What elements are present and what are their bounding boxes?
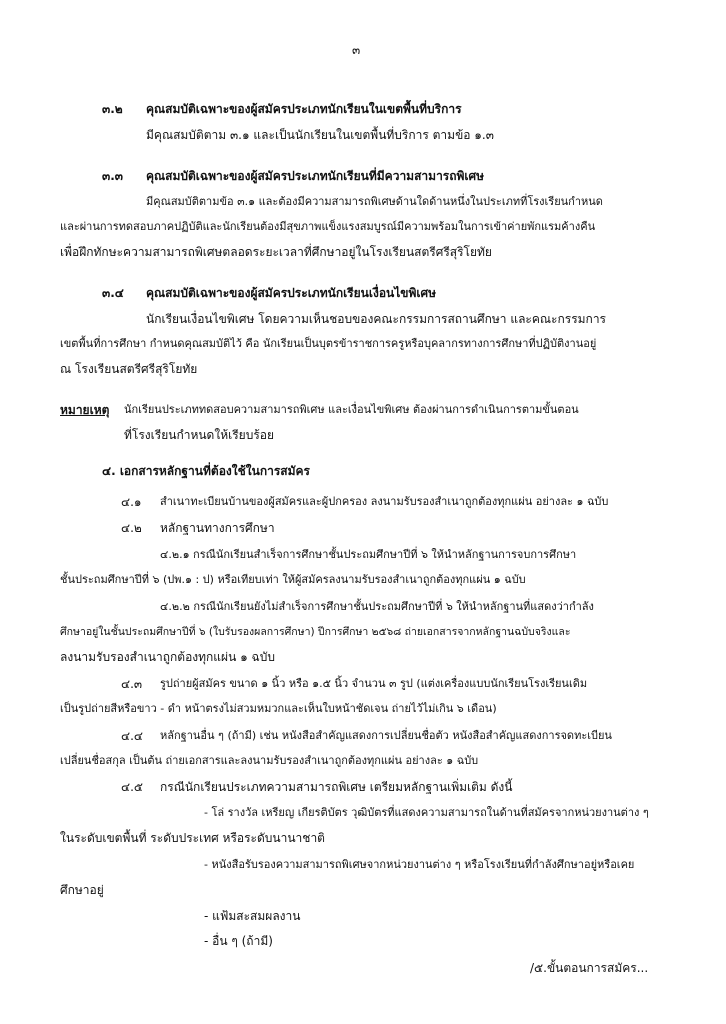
item-4-2-1-line-2: ชั้นประถมศึกษาปีที่ ๖ (ปพ.๑ : ป) หรือเทียบเท่า ให้ผู้สมัครลงนามรับรองสำเนาถูกต้องทุกแผ่น ๑ ฉบับ (60, 573, 526, 586)
section-3-4-text-line-1: นักเรียนเงื่อนไขพิเศษ โดยความเห็นชอบของคณะกรรมการสถานศึกษา และคณะกรรมการ (146, 312, 607, 326)
remark-text-line-1: นักเรียนประเภททดสอบความสามารถพิเศษ และเงื่อนไขพิเศษ ต้องผ่านการดำเนินการตามขั้นตอน (124, 403, 579, 416)
item-4-2-2-line-3: ลงนามรับรองสำเนาถูกต้องทุกแผ่น ๑ ฉบับ (60, 650, 275, 664)
item-4-4-line-1: หลักฐานอื่น ๆ (ถ้ามี) เช่น หนังสือสำคัญแสดงการเปลี่ยนชื่อตัว หนังสือสำคัญแสดงการจดทะเบียน (160, 729, 612, 742)
section-3-2-heading: คุณสมบัติเฉพาะของผู้สมัครประเภทนักเรียนในเขตพื้นที่บริการ (146, 102, 462, 116)
section-4-heading: ๔. เอกสารหลักฐานที่ต้องใช้ในการสมัคร (102, 464, 310, 478)
item-4-1-text: สำเนาทะเบียนบ้านของผู้สมัครและผู้ปกครอง ลงนามรับรองสำเนาถูกต้องทุกแผ่น อย่างละ ๑ ฉบับ (160, 495, 609, 508)
item-4-5-bullet-2-line-2: ศึกษาอยู่ (60, 883, 104, 897)
section-3-3-heading: คุณสมบัติเฉพาะของผู้สมัครประเภทนักเรียนที่มีความสามารถพิเศษ (146, 169, 485, 183)
item-4-2-number: ๔.๒ (121, 521, 142, 535)
item-4-4-line-2: เปลี่ยนชื่อสกุล เป็นต้น ถ่ายเอกสารและลงนามรับรองสำเนาถูกต้องทุกแผ่น อย่างละ ๑ ฉบับ (60, 754, 479, 767)
section-3-4-heading: คุณสมบัติเฉพาะของผู้สมัครประเภทนักเรียนเงื่อนไขพิเศษ (146, 286, 437, 300)
section-3-3-text-line-2: และผ่านการทดสอบภาคปฏิบัติและนักเรียนต้องมีสุขภาพแข็งแรงสมบูรณ์มีความพร้อมในการเข้าค่ายพักแรมค้างคืน (60, 220, 596, 233)
item-4-5-bullet-1-line-1: - โล่ รางวัล เหรียญ เกียรติบัตร วุฒิบัตรที่แสดงความสามารถในด้านที่สมัครจากหน่วยงานต่าง ๆ (204, 806, 649, 819)
item-4-3-line-1: รูปถ่ายผู้สมัคร ขนาด ๑ นิ้ว หรือ ๑.๕ นิ้ว จำนวน ๓ รูป (แต่งเครื่องแบบนักเรียนโรงเรียนเดิม (160, 677, 588, 690)
item-4-2-1-line-1: ๔.๒.๑ กรณีนักเรียนสำเร็จการศึกษาชั้นประถมศึกษาปีที่ ๖ ให้นำหลักฐานการจบการศึกษา (160, 548, 577, 561)
section-3-4-text-line-3: ณ โรงเรียนสตรีศรีสุริโยทัย (60, 362, 198, 376)
item-4-5-bullet-3: - แฟ้มสะสมผลงาน (204, 909, 301, 923)
remark-text-line-2: ที่โรงเรียนกำหนดให้เรียบร้อย (124, 428, 274, 442)
item-4-5-number: ๔.๕ (121, 780, 143, 794)
section-3-4-number: ๓.๔ (102, 286, 124, 300)
section-3-3-text-line-1: มีคุณสมบัติตามข้อ ๓.๑ และต้องมีความสามารถพิเศษด้านใดด้านหนึ่งในประเภทที่โรงเรียนกำหนด (146, 195, 603, 208)
item-4-3-number: ๔.๓ (121, 677, 143, 691)
item-4-2-2-line-2: ศึกษาอยู่ในชั้นประถมศึกษาปีที่ ๖ (ใบรับรองผลการศึกษา) ปีการศึกษา ๒๕๖๘ ถ่ายเอกสารจากหลักฐานฉบับจริงและ (60, 626, 571, 638)
item-4-5-bullet-1-line-2: ในระดับเขตพื้นที่ ระดับประเทศ หรือระดับนานาชาติ (60, 831, 325, 845)
item-4-4-number: ๔.๔ (121, 729, 143, 743)
section-3-3-number: ๓.๓ (102, 169, 123, 183)
item-4-5-text: กรณีนักเรียนประเภทความสามารถพิเศษ เตรียมหลักฐานเพิ่มเติม ดังนี้ (160, 780, 513, 794)
item-4-5-bullet-4: - อื่น ๆ (ถ้ามี) (204, 934, 273, 948)
page-number: ๓ (352, 43, 361, 57)
item-4-2-2-line-1: ๔.๒.๒ กรณีนักเรียนยังไม่สำเร็จการศึกษาชั้นประถมศึกษาปีที่ ๖ ให้นำหลักฐานที่แสดงว่ากำลัง (160, 600, 594, 613)
item-4-3-line-2: เป็นรูปถ่ายสีหรือขาว - ดำ หน้าตรงไม่สวมหมวกและเห็นใบหน้าชัดเจน ถ่ายไว้ไม่เกิน ๖ เดือน) (60, 702, 497, 715)
section-3-3-text-line-3: เพื่อฝึกทักษะความสามารถพิเศษตลอดระยะเวลาที่ศึกษาอยู่ในโรงเรียนสตรีศรีสุริโยทัย (60, 245, 492, 259)
item-4-1-number: ๔.๑ (121, 495, 142, 509)
section-3-2-number: ๓.๒ (102, 102, 123, 116)
continuation-note: /๕.ขั้นตอนการสมัคร... (530, 961, 649, 975)
remark-label: หมายเหตุ (60, 403, 110, 417)
section-3-4-text-line-2: เขตพื้นที่การศึกษา กำหนดคุณสมบัติไว้ คือ นักเรียนเป็นบุตรข้าราชการครูหรือบุคลากรทางการศึกษาที่ปฏิบัติงานอยู่ (60, 337, 597, 350)
item-4-5-bullet-2-line-1: - หนังสือรับรองความสามารถพิเศษจากหน่วยงานต่าง ๆ หรือโรงเรียนที่กำลังศึกษาอยู่หรือเคย (204, 858, 635, 871)
section-3-2-text: มีคุณสมบัติตาม ๓.๑ และเป็นนักเรียนในเขตพื้นที่บริการ ตามข้อ ๑.๓ (146, 128, 494, 142)
item-4-2-text: หลักฐานทางการศึกษา (160, 521, 275, 535)
